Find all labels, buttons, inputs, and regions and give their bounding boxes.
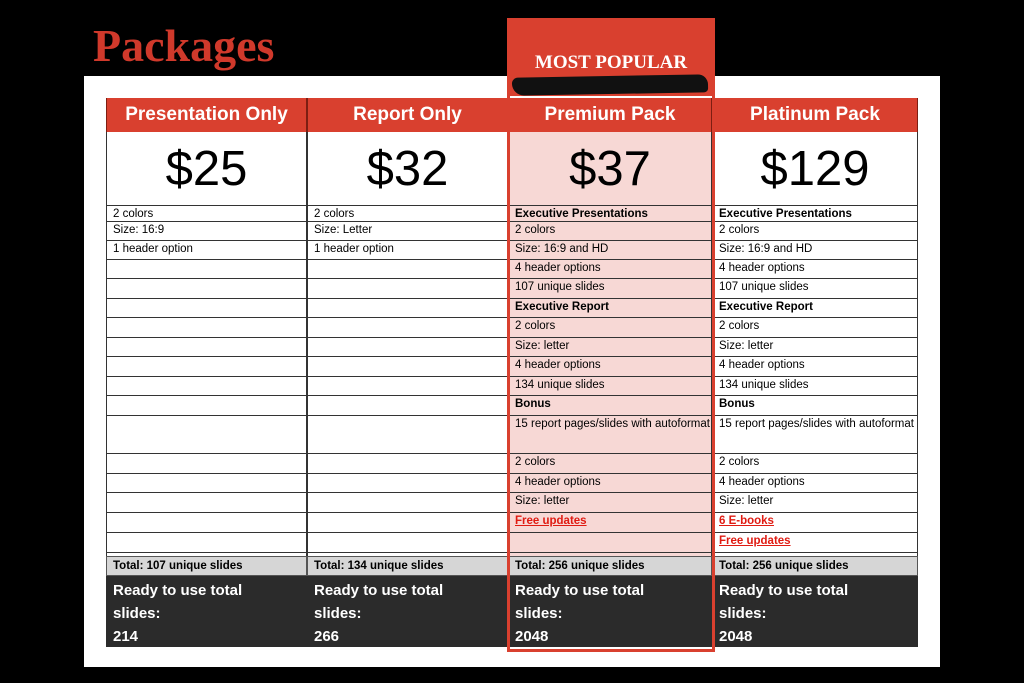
ready-value: 2048 <box>515 628 549 645</box>
ready-to-use-total <box>307 576 508 647</box>
feature-row <box>307 318 508 338</box>
feature-row: 2 colors <box>712 318 918 338</box>
feature-row <box>307 474 508 493</box>
feature-row: Size: 16:9 and HD <box>712 241 918 260</box>
feature-row <box>106 357 307 377</box>
total-slides: Total: 256 unique slides <box>712 556 918 576</box>
feature-row: 4 header options <box>508 260 712 279</box>
feature-link[interactable]: Free updates <box>508 513 712 533</box>
feature-row: Executive Presentations <box>508 206 712 222</box>
ready-label: Ready to use total slides: <box>515 582 645 622</box>
package-name: Report Only <box>307 98 508 132</box>
feature-row <box>106 260 307 279</box>
package-name: Premium Pack <box>508 98 712 132</box>
feature-row: Size: letter <box>508 338 712 357</box>
feature-row: Size: letter <box>712 338 918 357</box>
feature-row: Size: letter <box>508 493 712 513</box>
package-price: $25 <box>106 132 307 206</box>
ready-label: Ready to use total slides: <box>314 582 444 622</box>
most-popular-label: MOST POPULAR <box>534 52 688 73</box>
package-price: $32 <box>307 132 508 206</box>
feature-row: 4 header options <box>712 260 918 279</box>
total-slides: Total: 107 unique slides <box>106 556 307 576</box>
feature-row <box>307 493 508 513</box>
feature-row: Bonus <box>712 396 918 416</box>
page-title: Packages <box>93 20 275 71</box>
pricing-table <box>106 98 918 647</box>
feature-row <box>106 416 307 454</box>
feature-row: Executive Report <box>508 299 712 318</box>
feature-row: Bonus <box>508 396 712 416</box>
feature-row: 134 unique slides <box>712 377 918 396</box>
feature-row <box>106 318 307 338</box>
feature-row <box>307 396 508 416</box>
package-price: $129 <box>712 132 918 206</box>
feature-row <box>106 377 307 396</box>
feature-row: 4 header options <box>712 474 918 493</box>
ready-to-use-total <box>508 576 712 647</box>
feature-row: 2 colors <box>712 222 918 241</box>
feature-row <box>307 357 508 377</box>
feature-row <box>307 533 508 553</box>
package-column <box>508 98 712 647</box>
feature-row: Executive Report <box>712 299 918 318</box>
feature-row: 107 unique slides <box>508 279 712 299</box>
feature-row <box>106 493 307 513</box>
ready-label: Ready to use total slides: <box>719 582 849 622</box>
feature-row <box>106 299 307 318</box>
feature-row <box>106 513 307 533</box>
feature-row <box>307 260 508 279</box>
ready-to-use-total <box>106 576 307 647</box>
feature-row: 1 header option <box>106 241 307 260</box>
feature-row: Size: Letter <box>307 222 508 241</box>
total-slides: Total: 134 unique slides <box>307 556 508 576</box>
feature-row: 15 report pages/slides with autoformat <box>508 416 712 454</box>
ready-to-use-total <box>712 576 918 647</box>
feature-row: 1 header option <box>307 241 508 260</box>
feature-row: 2 colors <box>508 318 712 338</box>
feature-row: 2 colors <box>508 454 712 474</box>
package-column <box>307 98 508 647</box>
total-slides: Total: 256 unique slides <box>508 556 712 576</box>
feature-row: 107 unique slides <box>712 279 918 299</box>
feature-row: 2 colors <box>712 454 918 474</box>
package-price: $37 <box>508 132 712 206</box>
ready-value: 266 <box>314 628 340 645</box>
feature-link[interactable]: Free updates <box>712 533 918 553</box>
feature-row: Executive Presentations <box>712 206 918 222</box>
feature-row: 2 colors <box>307 206 508 222</box>
feature-row: 2 colors <box>106 206 307 222</box>
feature-row: 4 header options <box>508 474 712 493</box>
feature-row <box>106 454 307 474</box>
feature-row: Size: 16:9 <box>106 222 307 241</box>
ready-value: 214 <box>113 628 139 645</box>
feature-row <box>307 338 508 357</box>
feature-row <box>307 299 508 318</box>
feature-row: 4 header options <box>508 357 712 377</box>
feature-row <box>106 474 307 493</box>
feature-link[interactable]: 6 E-books <box>712 513 918 533</box>
package-name: Platinum Pack <box>712 98 918 132</box>
feature-row <box>307 513 508 533</box>
feature-row <box>106 533 307 553</box>
feature-row <box>106 279 307 299</box>
feature-row <box>307 416 508 454</box>
feature-row <box>307 454 508 474</box>
feature-row: Size: letter <box>712 493 918 513</box>
feature-row <box>106 396 307 416</box>
package-column <box>712 98 918 647</box>
ready-label: Ready to use total slides: <box>113 582 243 622</box>
package-column <box>106 98 307 647</box>
brush-stroke <box>512 74 708 95</box>
feature-row: 2 colors <box>508 222 712 241</box>
package-name: Presentation Only <box>106 98 307 132</box>
feature-row <box>508 533 712 553</box>
ready-value: 2048 <box>719 628 753 645</box>
feature-row <box>307 279 508 299</box>
feature-row: 4 header options <box>712 357 918 377</box>
feature-row <box>307 377 508 396</box>
feature-row: Size: 16:9 and HD <box>508 241 712 260</box>
feature-row: 15 report pages/slides with autoformat <box>712 416 918 454</box>
feature-row: 134 unique slides <box>508 377 712 396</box>
feature-row <box>106 338 307 357</box>
